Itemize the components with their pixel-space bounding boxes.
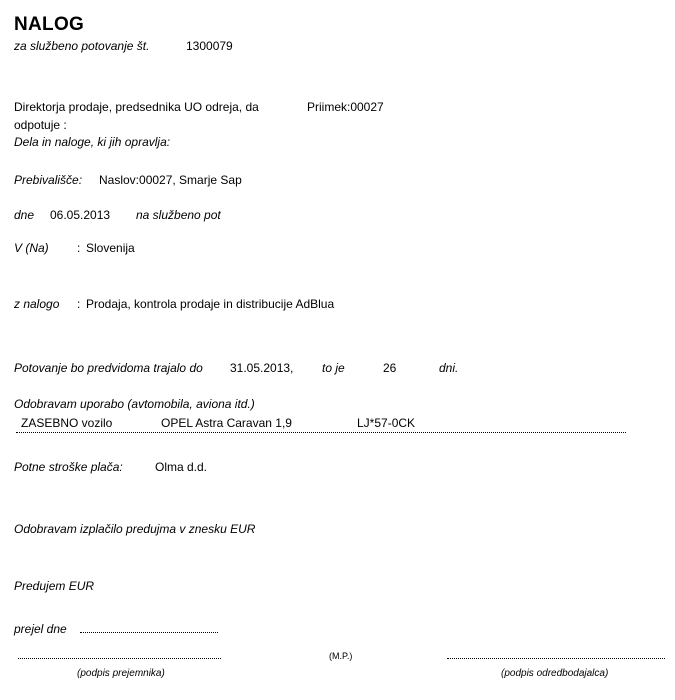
vehicle-plate: LJ*57-0CK bbox=[357, 416, 416, 430]
role-line-2: odpotuje : bbox=[14, 118, 67, 132]
recipient-signature-line[interactable] bbox=[18, 658, 221, 659]
vehicle-dotted-line bbox=[16, 432, 626, 433]
issuer-signature-caption: (podpis odredbodajalca) bbox=[501, 668, 609, 679]
duration-until-date: 31.05.2013, bbox=[230, 361, 294, 375]
duration-that-is: to je bbox=[322, 361, 345, 375]
task-separator: : bbox=[77, 297, 81, 311]
duration-days-unit: dni. bbox=[439, 361, 459, 375]
residence-label: Prebivališče: bbox=[14, 173, 83, 187]
received-date-label: prejel dne bbox=[14, 622, 67, 636]
stamp-label: (M.P.) bbox=[329, 651, 353, 661]
recipient-signature-caption: (podpis prejemnika) bbox=[77, 668, 165, 679]
advance-approve-label: Odobravam izplačilo predujma v znesku EUR bbox=[14, 522, 256, 536]
costs-label: Potne stroške plača: bbox=[14, 460, 123, 474]
business-trip-label: na službeno pot bbox=[136, 208, 221, 222]
vehicle-type: ZASEBNO vozilo bbox=[21, 416, 113, 430]
document-number: 1300079 bbox=[186, 39, 233, 53]
date-label: dne bbox=[14, 208, 35, 222]
destination-value: Slovenija bbox=[86, 241, 135, 255]
document-title: NALOG bbox=[14, 14, 85, 35]
advance-label: Predujem EUR bbox=[14, 579, 95, 593]
role-line-1: Direktorja prodaje, predsednika UO odreja, da bbox=[14, 100, 259, 114]
task-value: Prodaja, kontrola prodaje in distribucije AdBlua bbox=[86, 297, 335, 311]
vehicle-label: Odobravam uporabo (avtomobila, aviona itd.) bbox=[14, 397, 255, 411]
duration-days: 26 bbox=[383, 361, 397, 375]
residence-value: Naslov:00027, Smarje Sap bbox=[99, 173, 242, 187]
received-date-line[interactable] bbox=[80, 632, 218, 633]
trip-date: 06.05.2013 bbox=[50, 208, 111, 222]
traveler-surname: Priimek:00027 bbox=[307, 100, 384, 114]
issuer-signature-line[interactable] bbox=[447, 658, 665, 659]
destination-separator: : bbox=[77, 241, 81, 255]
costs-value: Olma d.d. bbox=[155, 460, 208, 474]
document-subtitle: za službeno potovanje št. bbox=[14, 39, 150, 53]
destination-label: V (Na) bbox=[14, 241, 49, 255]
vehicle-model: OPEL Astra Caravan 1,9 bbox=[161, 416, 292, 430]
duration-label: Potovanje bo predvidoma trajalo do bbox=[14, 361, 203, 375]
duties-label: Dela in naloge, ki jih opravlja: bbox=[14, 135, 171, 149]
task-label: z nalogo bbox=[14, 297, 60, 311]
